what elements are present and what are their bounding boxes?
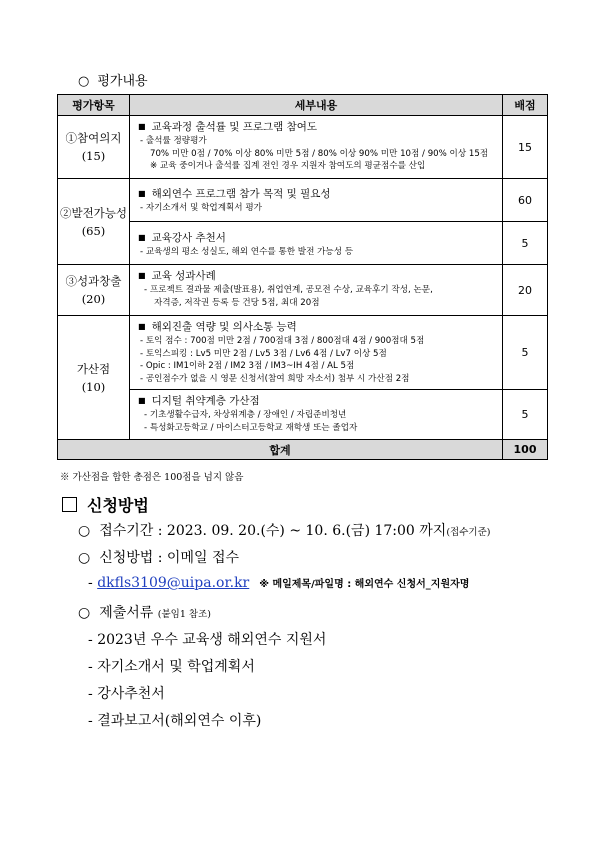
category-cell [58,265,130,316]
document-item: - 자기소개서 및 학업계획서 [88,659,255,675]
period-label: 접수기간 : 2023. 09. 20.(수) ~ 10. 6.(금) 17:00 까지 [99,523,447,539]
documents-label: 제출서류 [99,605,154,621]
category-subtotal: (15) [81,149,106,163]
category-label: ③성과창출 [65,274,122,288]
points-cell: 15 [503,116,548,179]
category-label: 가산점 [76,361,111,376]
item-line: - 자기소개서 및 학업계획서 평가 [140,203,262,213]
category-subtotal: (20) [81,292,106,306]
item-line: - 출석률 정량평가 [140,136,207,146]
total-row [58,440,548,460]
item-title: 해외진출 역량 및 의사소통 능력 [151,321,297,333]
email-line: - dkfls3109@uipa.or.kr ※ 메일제목/파일명 : 해외연수 신청서_지원자명 [88,575,470,591]
evaluation-table [57,94,548,460]
detail-cell [130,222,503,265]
item-line: - 프로젝트 결과물 제출(발표용), 취업연계, 공모전 수상, 교육후기 작성, 논문, [144,285,433,295]
item-line: - 토익 점수 : 700점 미만 2점 / 700점대 3점 / 800점대 4점 / 900점대 5점 [140,336,425,346]
item-line: - 토익스피킹 : Lv5 미만 2점 / Lv5 3점 / Lv6 4점 / Lv7 이상 5점 [140,348,387,359]
documents-line [78,602,211,622]
item-line: - 특성화고등학교 / 마이스터고등학교 재학생 또는 졸업자 [144,422,358,433]
points-cell: 60 [503,179,548,222]
item-title: 디지털 취약계층 가산점 [151,395,260,407]
points-cell: 5 [503,222,548,265]
points-cell: 5 [503,316,548,390]
item-line: - 교육생의 평소 성실도, 해외 연수를 통한 발전 가능성 등 [140,247,354,257]
detail-cell [130,116,503,179]
total-points: 100 [503,440,548,460]
table-row [58,316,548,390]
bonus-note: ※ 가산점을 합한 총점은 100점을 넘지 않음 [60,472,244,483]
period-note: (접수기준) [446,527,491,538]
circle-bullet-icon: ○ [78,74,90,89]
category-cell [58,316,130,440]
apply-method-line [78,547,239,567]
category-subtotal: (10) [81,379,106,394]
item-title: 해외연수 프로그램 참가 목적 및 필요성 [151,188,331,200]
item-title: 교육강사 추천서 [151,232,226,244]
square-bullet-icon: ■ [138,122,146,131]
square-box-icon [62,497,77,512]
item-title: 교육 성과사례 [151,270,216,282]
circle-bullet-icon: ○ [78,605,91,621]
detail-cell [130,179,503,222]
item-line: - 공인점수가 없을 시 영문 신청서(참여 희망 자소서) 첨부 시 가산점 2점 [140,373,410,384]
detail-cell [130,265,503,316]
email-subject-note: ※ 메일제목/파일명 : 해외연수 신청서_지원자명 [259,579,470,590]
item-line: - 기초생활수급자, 차상위계층 / 장애인 / 자립준비청년 [144,410,347,420]
document-name: 2023년 우수 교육생 해외연수 지원서 [97,632,327,648]
circle-bullet-icon: ○ [78,523,91,539]
method-section-title [62,493,149,516]
detail-cell [130,316,503,390]
header-points: 배점 [503,95,548,116]
table-header-row [58,95,548,116]
period-line [78,520,490,540]
points-cell: 20 [503,265,548,316]
item-title: 교육과정 출석률 및 프로그램 참여도 [151,121,318,133]
document-name: 결과보고서(해외연수 이후) [97,713,262,729]
item-line: 70% 미만 0점 / 70% 이상 80% 미만 5점 / 80% 이상 90% 미만 10점 / 90% 이상 15점 [150,148,489,159]
table-row [58,179,548,222]
evaluation-title-text: 평가내용 [97,74,148,89]
email-link[interactable]: dkfls3109@uipa.or.kr [97,575,250,591]
category-cell [58,179,130,265]
method-title-text: 신청방법 [87,496,149,515]
header-category: 평가항목 [58,95,130,116]
square-bullet-icon: ■ [138,271,146,280]
category-subtotal: (65) [81,223,106,238]
item-line: 자격증, 저작권 등록 등 건당 5점, 최대 20점 [154,297,320,308]
apply-label: 신청방법 : 이메일 접수 [99,550,240,566]
item-line: - Opic : IM1이하 2점 / IM2 3점 / IM3~IH 4점 / AL 5점 [140,361,355,371]
square-bullet-icon: ■ [138,233,146,242]
circle-bullet-icon: ○ [78,550,91,566]
category-label: ②발전가능성 [59,205,128,220]
evaluation-section-title [78,70,148,89]
category-label: ①참여의지 [65,131,122,145]
header-details: 세부내용 [130,95,503,116]
table-row [58,116,548,179]
item-line: ※ 교육 중이거나 출석률 집계 전인 경우 지원자 참여도의 평균점수를 산입 [150,161,426,171]
document-item: - 2023년 우수 교육생 해외연수 지원서 [88,632,327,648]
document-name: 강사추천서 [97,686,165,702]
document-item: - 강사추천서 [88,686,165,702]
document-name: 자기소개서 및 학업계획서 [97,659,255,675]
square-bullet-icon: ■ [138,396,146,405]
category-cell [58,116,130,179]
table-row [58,265,548,316]
detail-cell [130,390,503,440]
total-label: 합계 [58,440,503,460]
table-row [58,222,548,265]
points-cell: 5 [503,390,548,440]
table-row [58,390,548,440]
square-bullet-icon: ■ [138,322,146,331]
square-bullet-icon: ■ [138,189,146,198]
document-item: - 결과보고서(해외연수 이후) [88,713,262,729]
documents-note: (붙임1 참조) [157,609,211,620]
